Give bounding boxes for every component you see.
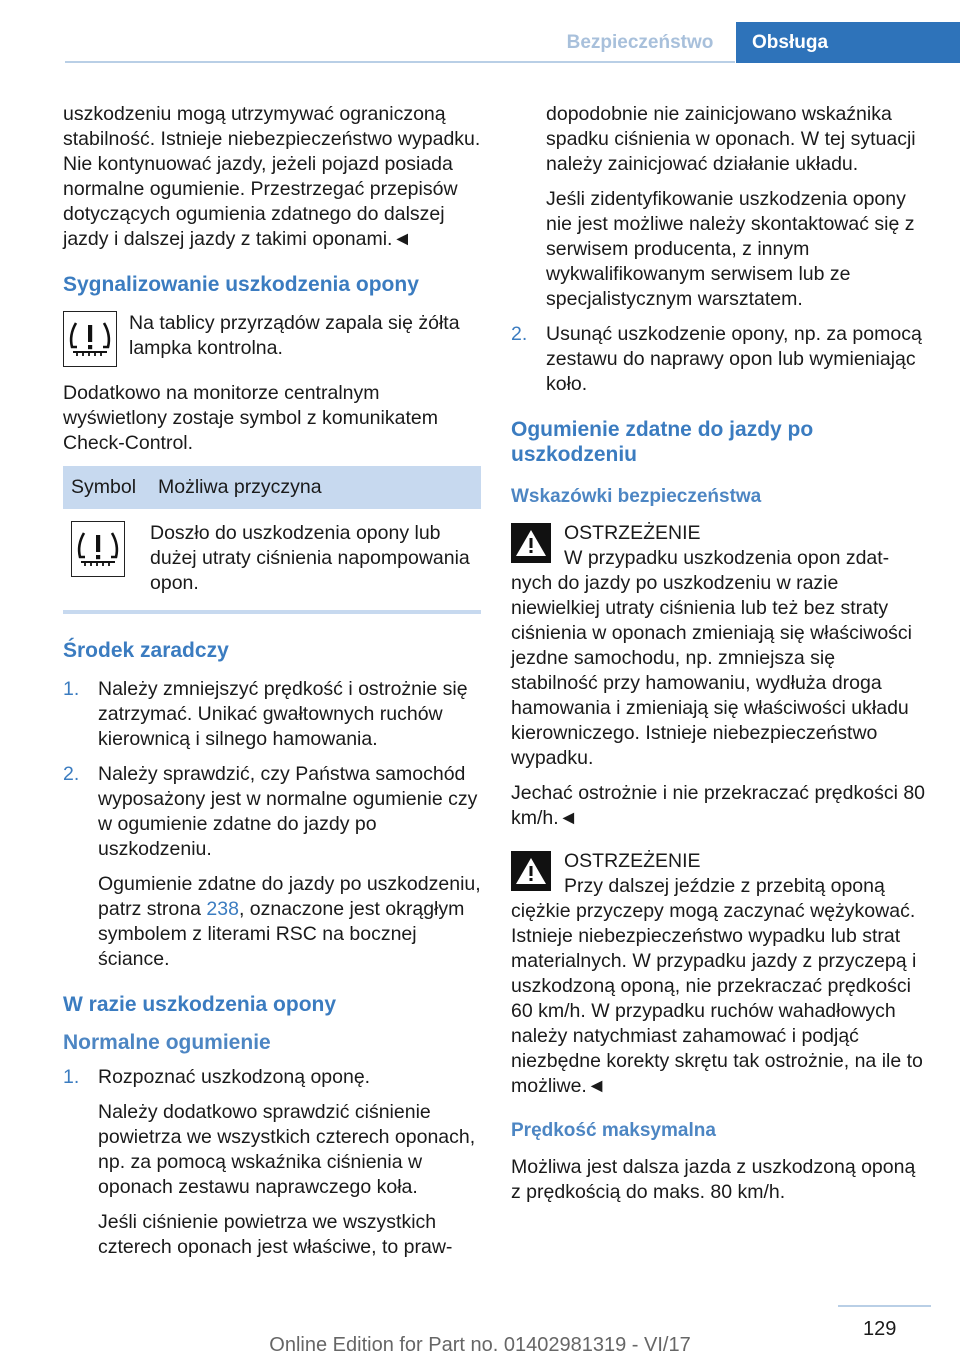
symbol-cell — [63, 509, 150, 606]
table-row — [63, 509, 481, 606]
step-text: Należy sprawdzić, czy Państwa samochód wyposażony jest w normalne ogumienie czy w ogumienie zdatne do jazdy po uszkodzeniu. — [98, 763, 478, 860]
warning-speed-text: Jechać ostrożnie i nie przekraczać prędkości 80 km/h.◄ — [511, 782, 926, 829]
warning-triangle-icon — [511, 851, 551, 891]
tire-pressure-warning-icon — [71, 521, 125, 577]
heading-safety-notes: Wskazówki bezpieczeństwa — [511, 486, 762, 507]
step-number: 2. — [511, 323, 528, 345]
warning-title: OSTRZEŻENIE — [564, 522, 701, 544]
max-speed-text: Możliwa jest dalsza jazda z uszkodzoną oponą z prędkością do maks. 80 km/h. — [511, 1156, 916, 1203]
heading-tire-damage: W razie uszkodzenia opony — [63, 993, 337, 1016]
heading-max-speed: Prędkość maksymalna — [511, 1120, 716, 1141]
page-reference-link[interactable]: 238 — [206, 898, 239, 920]
page-number-rule — [838, 1305, 931, 1307]
step-text: Rozpoznać uszkodzoną oponę. — [98, 1066, 371, 1088]
step-text: Jeśli ciśnienie powietrza we wszystkich czterech oponach jest właściwe, to praw- — [98, 1211, 453, 1258]
left-column — [63, 102, 481, 1270]
step-text: Należy dodatkowo sprawdzić ciśnienie powietrza we wszystkich czterech oponach, np. za pomocą wskaźnika ciśnienia w oponach zestawu naprawczego koła. — [98, 1101, 476, 1198]
header-section-tab[interactable]: Bezpieczeństwo — [566, 32, 714, 53]
tire-pressure-warning-icon — [63, 311, 117, 367]
list-item — [63, 1065, 481, 1260]
heading-run-flat-tires: Ogumienie zdatne do jazdy po uszkodzeniu — [511, 418, 814, 466]
warning-block-2 — [511, 849, 927, 1099]
edition-footer: Online Edition for Part no. 01402981319 - VI/17 — [269, 1334, 691, 1356]
intro-paragraph: uszkodzeniu mogą utrzymywać ograniczoną stabilność. Istnieje niebezpieczeństwo wypadku. Nie kontynuować jazdy, jeżeli pojazd posiada normalne ogumienie. Przestrzegać przepisów dotyczących ogumienia zdatnego do dalszej jazdy i dalszej jazdy z takimi oponami.◄ — [63, 103, 481, 250]
heading-remedy: Środek zaradczy — [63, 639, 229, 662]
warning-first-line: W przypadku uszkodzenia opon zdat- — [564, 547, 890, 569]
table-bottom-rule — [63, 610, 481, 614]
list-item — [63, 677, 481, 752]
list-item — [511, 322, 927, 397]
indicator-lamp-text: Na tablicy przyrządów zapala się żółta lampka kontrolna. — [129, 312, 460, 359]
page-number: 129 — [863, 1318, 897, 1340]
warning-block-1 — [511, 521, 927, 831]
remedy-steps — [63, 677, 481, 972]
warning-text: nych do jazdy po uszkodzeniu w razie niewielkiej utraty ciśnienia lub też bez straty ciśnienia w oponach zmieniają się właściwości jezdne samochodu, np. zmniejsza się stabilność przy hamowaniu, wydłuża droga hamowania i zmieniają się właściwości układu kierowniczego. Istnieje niebezpieczeństwo wypadku. — [511, 572, 913, 769]
cause-cell: Doszło do uszkodzenia opony lub dużej utraty ciśnienia napompowania opon. — [150, 522, 470, 594]
warning-text: ciężkie przyczepy mogą zaczynać wężykować. Istnieje niebezpieczeństwo wypadku lub strat materialnych. W przypadku jazdy z przyczepą i uszkodzoną oponą, nie przekraczać prędkości 60 km/h. W przypadku ruchów wahadłowych należy natychmiast zahamować i podjąć niezbędne korekty skrętu tak ostrożnie, na ile to możliwe.◄ — [511, 900, 923, 1097]
monitor-paragraph: Dodatkowo na monitorze centralnym wyświetlony zostaje symbol z komunikatem Check-Control. — [63, 382, 438, 454]
column-header-symbol: Symbol — [63, 466, 150, 509]
warning-first-line: Przy dalszej jeździe z przebitą oponą — [564, 875, 885, 897]
header-chapter-tab[interactable]: Obsługa — [736, 22, 960, 63]
step-text: Usunąć uszkodzenie opony, np. za pomocą zestawu do naprawy opon lub wymieniając koło. — [546, 323, 922, 395]
continued-paragraph: dopodobnie nie zainicjowano wskaźnika spadku ciśnienia w oponach. W tej sytuacji należy zainicjować działanie układu. — [546, 103, 916, 175]
service-paragraph: Jeśli zidentyfikowanie uszkodzenia opony nie jest możliwe należy skontaktować się z serwisem producenta, z innym wykwalifikowanym serwisem lub ze specjalistycznym warsztatem. — [546, 188, 915, 310]
list-item — [63, 762, 481, 972]
symbol-table — [63, 466, 481, 606]
column-header-cause: Możliwa przyczyna — [150, 466, 481, 509]
heading-normal-tires: Normalne ogumienie — [63, 1031, 271, 1054]
right-column — [511, 102, 927, 1205]
indicator-lamp-block — [63, 311, 481, 367]
step-text: Należy zmniejszyć prędkość i ostrożnie się zatrzymać. Unikać gwałtownych ruchów kierownicą i silnego hamowania. — [98, 678, 468, 750]
step-number: 2. — [63, 763, 80, 785]
normal-tire-steps — [63, 1065, 481, 1260]
step-number: 1. — [63, 678, 80, 700]
step-number: 1. — [63, 1066, 80, 1088]
heading-tire-signal: Sygnalizowanie uszkodzenia opony — [63, 273, 419, 296]
warning-title: OSTRZEŻENIE — [564, 850, 701, 872]
rsc-reference-paragraph: Ogumienie zdatne do jazdy po uszkodzeniu, patrz strona 238, oznaczone jest okrągłym symbolem z literami RSC na bocznej ściance. — [98, 873, 481, 970]
repair-steps — [511, 322, 927, 397]
warning-triangle-icon — [511, 523, 551, 563]
